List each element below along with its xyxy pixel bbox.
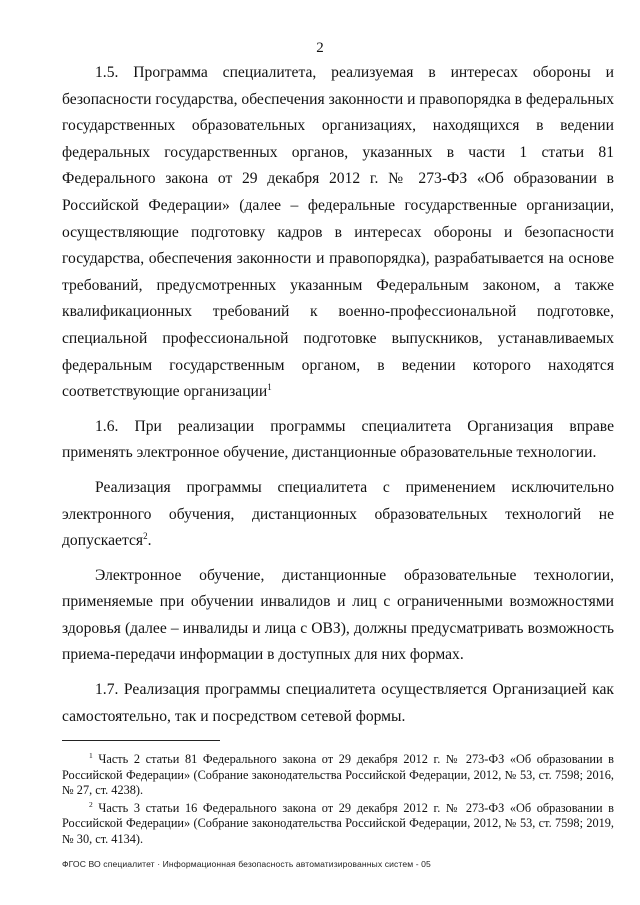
paragraph-text: 1.5. Программа специалитета, реализуемая в интересах обороны и безопасности государства, обеспечения законности и правопорядка в федеральных государственных образовательных организациях, находящихся в ведении федеральных государственных органов, указанных в части 1 статьи 81 Федерального закона от 29 декабря 2012 г. № 273-ФЗ «Об образовании в Российской Федерации» (далее – федеральные государственные организации, осуществляющие подготовку кадров в интересах обороны и безопасности государства, обеспечения законности и правопорядка), разрабатывается на основе требований, предусмотренных указанным Федеральным законом, а также квалификационных требований к военно-профессиональной подготовке, специальной профессиональной подготовке выпускников, устанавливаемых федеральным государственным органом, в ведении которого находятся соответствующие организации	[62, 64, 614, 401]
paragraph-text: 1.6. При реализации программы специалитета Организация вправе применять электронное обучение, дистанционные образовательные технологии.	[62, 417, 614, 462]
paragraph-text: 1.7. Реализация программы специалитета осуществляется Организацией как самостоятельно, так и посредством сетевой формы.	[62, 681, 614, 725]
paragraph-1-5	[62, 60, 614, 406]
footnote-2	[62, 801, 614, 848]
main-text	[62, 60, 614, 738]
footnote-ref[interactable]: 1	[267, 381, 272, 392]
footnotes	[62, 752, 614, 850]
footnote-mark: 1	[89, 750, 93, 760]
paragraph-text: Реализация программы специалитета с применением исключительно электронного обучения, дистанционных образовательных технологий не допускается	[62, 478, 614, 550]
footnote-ref[interactable]: 2	[143, 530, 148, 541]
page-number: 2	[316, 40, 324, 56]
footnote-text: Часть 2 статьи 81 Федерального закона от 29 декабря 2012 г. № 273-ФЗ «Об образовании в Российской Федерации» (Собрание законодательства Российской Федерации, 2012, № 53, ст. 7598; 2016, № 27, ст. 4238).	[62, 752, 614, 798]
footnote-mark: 2	[89, 799, 93, 809]
paragraph-accessibility	[62, 563, 614, 669]
footnote-1	[62, 752, 614, 799]
footnote-text: Часть 3 статьи 16 Федерального закона от 29 декабря 2012 г. № 273-ФЗ «Об образовании в Российской Федерации» (Собрание законодательства Российской Федерации, 2012, № 53, ст. 7598; 2019, № 30, ст. 4134).	[62, 800, 614, 846]
page-footer: ФГОС ВО специалитет · Информационная безопасность автоматизированных систем - 05	[62, 859, 431, 869]
paragraph-text: Электронное обучение, дистанционные образовательные технологии, применяемые при обучении инвалидов и лиц с ограниченными возможностями здоровья (далее – инвалиды и лица с ОВЗ), должны предусматривать возможность приема-передачи информации в доступных для них формах.	[62, 566, 614, 664]
paragraph-1-6	[62, 414, 614, 467]
footnote-divider	[62, 740, 220, 741]
paragraph-1-7	[62, 677, 614, 730]
paragraph-restriction	[62, 475, 614, 555]
paragraph-suffix: .	[147, 532, 152, 550]
